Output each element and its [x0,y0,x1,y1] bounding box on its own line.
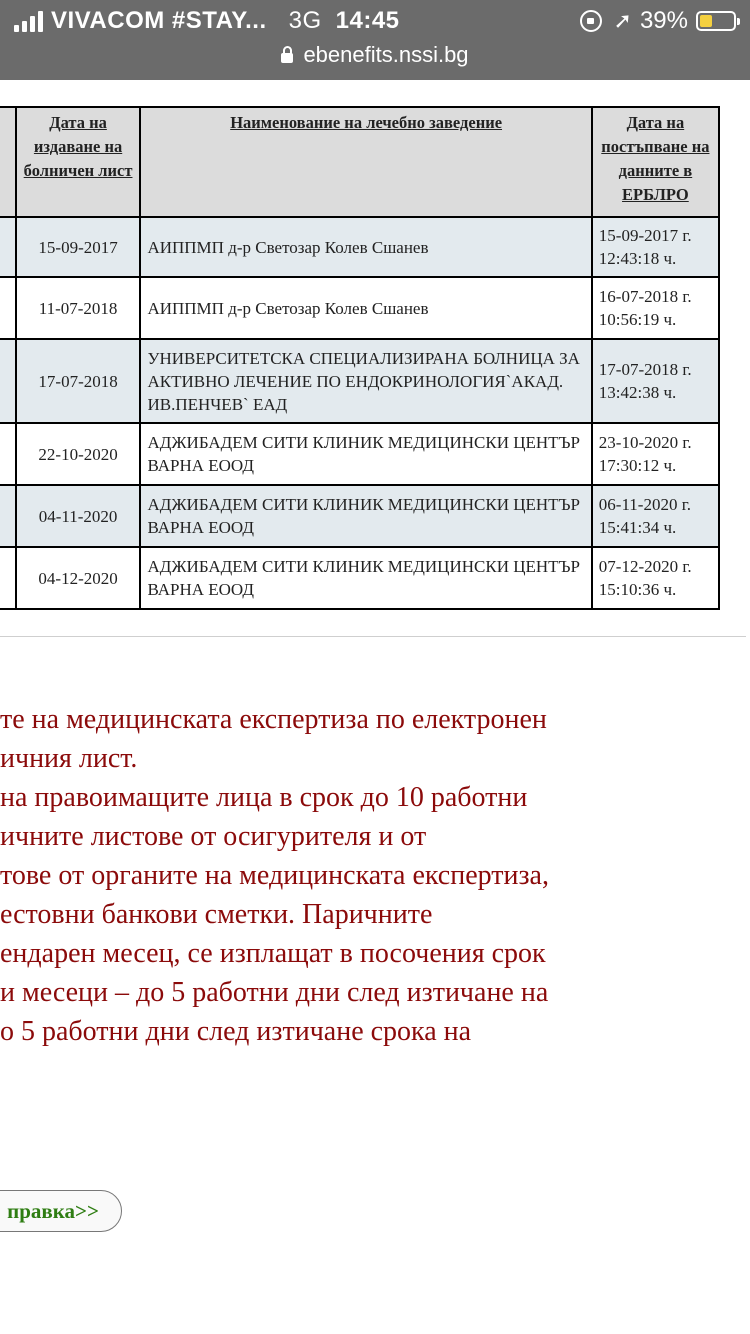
rotation-lock-icon [580,10,602,32]
network-type: 3G [288,7,322,34]
notice-line: на правоимащите лица в срок до 10 работни [0,782,528,813]
notice-line: о 5 работни дни след изтичане срока на [0,1016,472,1047]
certificate-button[interactable]: правка>> [0,1190,122,1232]
header-institution: Наименование на лечебно заведение [140,107,591,217]
cell-institution: АИППМП д-р Светозар Колев Сшанев [140,277,591,339]
status-left [14,6,400,36]
divider [0,636,746,637]
table-row [0,547,719,609]
status-bar [0,0,750,80]
notice-line: ичния лист. [0,743,138,774]
received-time: 13:42:38 ч. [598,383,677,402]
notice-line: ичните листове от осигурителя и от [0,821,427,852]
received-date: 16-07-2018 г. [598,287,692,306]
received-date: 17-07-2018 г. [598,360,692,379]
notice-line: те на медицинската експертиза по електронен [0,704,547,735]
header-issue-date: Дата на издаване на болничен лист [16,107,141,217]
table-header-row [0,107,719,217]
cell-hidden [0,339,16,423]
cell-issue-date: 04-11-2020 [16,485,141,547]
cell-hidden [0,547,16,609]
battery-percent: 39% [639,7,688,34]
notice-line: и месеци – до 5 работни дни след изтичане на [0,977,549,1008]
cell-institution: АДЖИБАДЕМ СИТИ КЛИНИК МЕДИЦИНСКИ ЦЕНТЪР ВАРНА ЕООД [140,423,591,485]
cell-issue-date: 11-07-2018 [16,277,141,339]
signal-icon [14,10,43,32]
cell-issue-date: 04-12-2020 [16,547,141,609]
status-right [580,6,736,36]
cell-hidden [0,277,16,339]
carrier-name: VIVACOM #STAY... [51,7,267,34]
table-row [0,423,719,485]
cell-institution: УНИВЕРСИТЕТСКА СПЕЦИАЛИЗИРАНА БОЛНИЦА ЗА АКТИВНО ЛЕЧЕНИЕ ПО ЕНДОКРИНОЛОГИЯ`АКАД. ИВ.ПЕНЧЕВ` ЕАД [140,339,591,423]
cell-received [592,547,719,609]
cell-institution: АДЖИБАДЕМ СИТИ КЛИНИК МЕДИЦИНСКИ ЦЕНТЪР ВАРНА ЕООД [140,485,591,547]
cell-hidden [0,423,16,485]
cell-institution: АИППМП д-р Светозар Колев Сшанев [140,217,591,277]
cell-hidden [0,217,16,277]
battery-icon [696,11,736,31]
notice-line: естовни банкови сметки. Паричните [0,899,433,930]
notice-line: ендарен месец, се изплащат в посочения срок [0,938,546,969]
header-cell-hidden [0,107,16,217]
table-row [0,485,719,547]
received-time: 10:56:19 ч. [598,310,677,329]
clock: 14:45 [335,7,400,34]
received-date: 06-11-2020 г. [598,495,692,514]
cell-received [592,217,719,277]
padlock-icon [281,53,293,63]
cell-issue-date: 17-07-2018 [16,339,141,423]
cell-hidden [0,485,16,547]
cell-issue-date: 15-09-2017 [16,217,141,277]
cell-issue-date: 22-10-2020 [16,423,141,485]
table-row [0,217,719,277]
cell-institution: АДЖИБАДЕМ СИТИ КЛИНИК МЕДИЦИНСКИ ЦЕНТЪР ВАРНА ЕООД [140,547,591,609]
location-arrow-icon: ➚ [613,8,632,33]
received-time: 12:43:18 ч. [598,249,677,268]
sick-leave-table [0,106,720,610]
battery-fill [700,15,712,27]
header-received: Дата на постъпване на данните в ЕРБЛРО [592,107,719,217]
cell-received [592,277,719,339]
address-bar[interactable] [0,40,750,70]
url-text[interactable]: ebenefits.nssi.bg [303,42,469,67]
table-row [0,277,719,339]
notice-line: тове от органите на медицинската експертиза, [0,860,549,891]
cell-received [592,339,719,423]
cell-received [592,423,719,485]
table-row [0,339,719,423]
received-date: 23-10-2020 г. [598,433,692,452]
notice-text [0,700,750,1051]
cell-received [592,485,719,547]
received-time: 17:30:12 ч. [598,456,677,475]
received-time: 15:41:34 ч. [598,518,677,537]
received-time: 15:10:36 ч. [598,580,677,599]
received-date: 15-09-2017 г. [598,226,692,245]
received-date: 07-12-2020 г. [598,557,692,576]
